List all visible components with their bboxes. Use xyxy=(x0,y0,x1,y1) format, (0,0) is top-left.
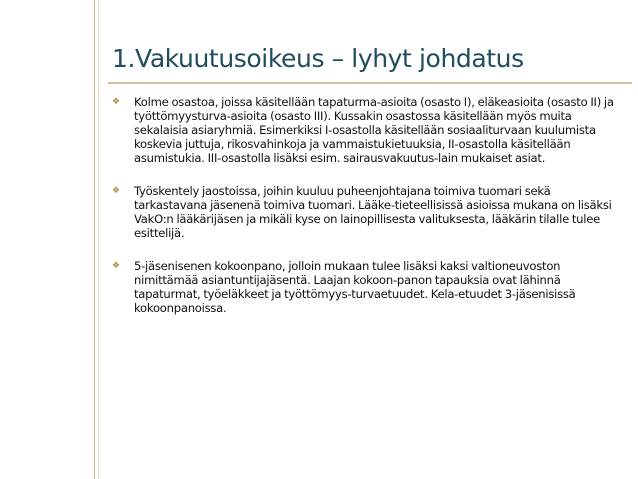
diamond-bullet-icon: ❖ xyxy=(112,186,120,196)
bullet-text-1: Kolme osastoa, joissa käsitellään tapaturma-asioita (osasto I), eläkeasioita (osasto II) ja työttömyysturva-asioita (osasto III). Kussakin osastossa käsitellään myös muita sekalaisia asiaryhmiä. Esimerkiksi I-osastolla käsitellään sosiaaliturvaan kuulumista koskevia juttuja, rikosvahinkoja ja vammaistukietuuksia, II-osastolla käsitellään asumistukia. III-osastolla lisäksi esim. sairausvakuutus-lain mukaiset asiat. xyxy=(134,95,614,165)
diamond-bullet-icon: ❖ xyxy=(112,97,120,107)
left-decorative-rule-secondary xyxy=(98,0,99,479)
title-underline xyxy=(108,82,632,84)
diamond-bullet-icon: ❖ xyxy=(112,261,120,271)
bullet-item-3 xyxy=(112,259,622,315)
bullet-item-2 xyxy=(112,184,622,240)
bullet-text-2: Työskentely jaostoissa, joihin kuuluu puheenjohtajana toimiva tuomari sekä tarkastavana jäsenenä toimiva tuomari. Lääke-tieteellisissä asioissa mukana on lisäksi VakO:n lääkärijäsen ja mikäli kyse on lainopillisesta valituksesta, lääkärin tilalle tulee esittelijä. xyxy=(134,184,612,240)
bullet-text-3: 5-jäsenisenen kokoonpano, jolloin mukaan tulee lisäksi kaksi valtioneuvoston nimittämää asiantuntijajäsentä. Laajan kokoon-panon tapauksia ovat lähinnä tapaturmat, työeläkkeet ja työttömyys-turvaetuudet. Kela-etuudet 3-jäsenisissä kokoonpanoissa. xyxy=(134,259,576,315)
bullet-list xyxy=(112,95,622,334)
left-decorative-rule xyxy=(94,0,95,479)
bullet-item-1 xyxy=(112,95,622,165)
slide-title: 1.Vakuutusoikeus – lyhyt johdatus xyxy=(112,44,524,73)
